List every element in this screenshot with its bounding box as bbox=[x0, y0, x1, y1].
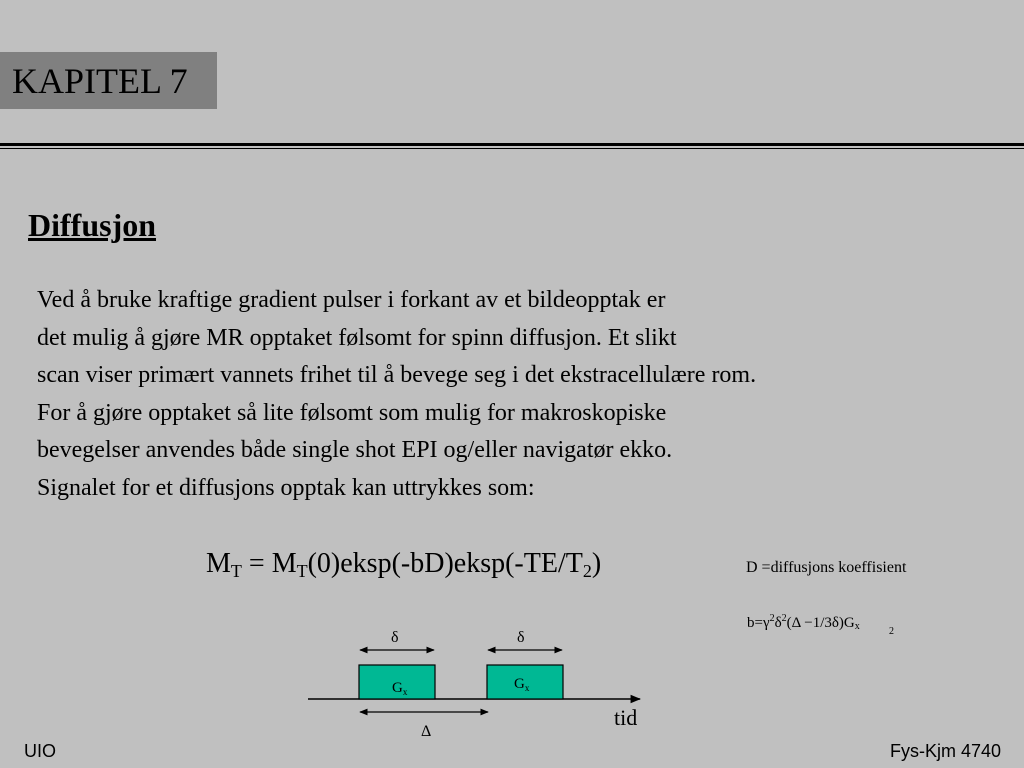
b-sub2: 2 bbox=[889, 626, 894, 637]
diffusion-coefficient-note: D =diffusjons koeffisient bbox=[746, 559, 907, 576]
formula-equals: = bbox=[241, 548, 272, 579]
formula-rest: (0)eksp(-bD)eksp(-TE/T bbox=[307, 548, 583, 579]
footer-right: Fys-Kjm 4740 bbox=[889, 741, 1001, 761]
delta-label-2: δ bbox=[517, 629, 525, 646]
chapter-title: KAPITEL 7 bbox=[12, 61, 188, 101]
section-heading: Diffusjon bbox=[28, 207, 157, 243]
b-subx: x bbox=[854, 621, 860, 632]
formula-t-sub: T bbox=[230, 561, 242, 581]
body-line: For å gjøre opptaket så lite følsomt som mulig for makroskopiske bbox=[37, 399, 667, 426]
b-mid: (Δ −1/3δ)G bbox=[786, 615, 855, 631]
b-exp1: 2 bbox=[769, 613, 775, 624]
delta-label-1: δ bbox=[391, 629, 399, 646]
pulse-1-label: $G_x$ bbox=[392, 680, 408, 697]
time-axis-label: tid bbox=[614, 705, 638, 730]
body-line: scan viser primært vannets frihet til å bevege seg i det ekstracellulære rom. bbox=[37, 362, 757, 388]
b-exp2: 2 bbox=[781, 613, 787, 624]
formula-m: M bbox=[206, 548, 231, 579]
b-delta: δ bbox=[774, 615, 782, 631]
body-line: Ved å bruke kraftige gradient pulser i forkant av et bildeopptak er bbox=[37, 287, 666, 313]
body-line: bevegelser anvendes både single shot EPI og/eller navigatør ekko. bbox=[37, 437, 673, 463]
gradient-pulse-2 bbox=[487, 665, 563, 699]
pulse-2-label: $G_x$ bbox=[514, 676, 530, 693]
b-prefix: b=γ bbox=[747, 615, 770, 631]
formula-close: ) bbox=[591, 548, 602, 579]
big-delta-label: Δ bbox=[421, 723, 432, 740]
footer-left: UIO bbox=[24, 741, 57, 761]
body-line: det mulig å gjøre MR opptaket følsomt for spinn diffusjon. Et slikt bbox=[37, 324, 677, 351]
formula-t-sub2: T bbox=[296, 561, 308, 581]
formula-two-sub: 2 bbox=[582, 561, 592, 581]
body-line: Signalet for et diffusjons opptak kan uttrykkes som: bbox=[37, 474, 535, 501]
formula-m2: M bbox=[271, 548, 297, 579]
